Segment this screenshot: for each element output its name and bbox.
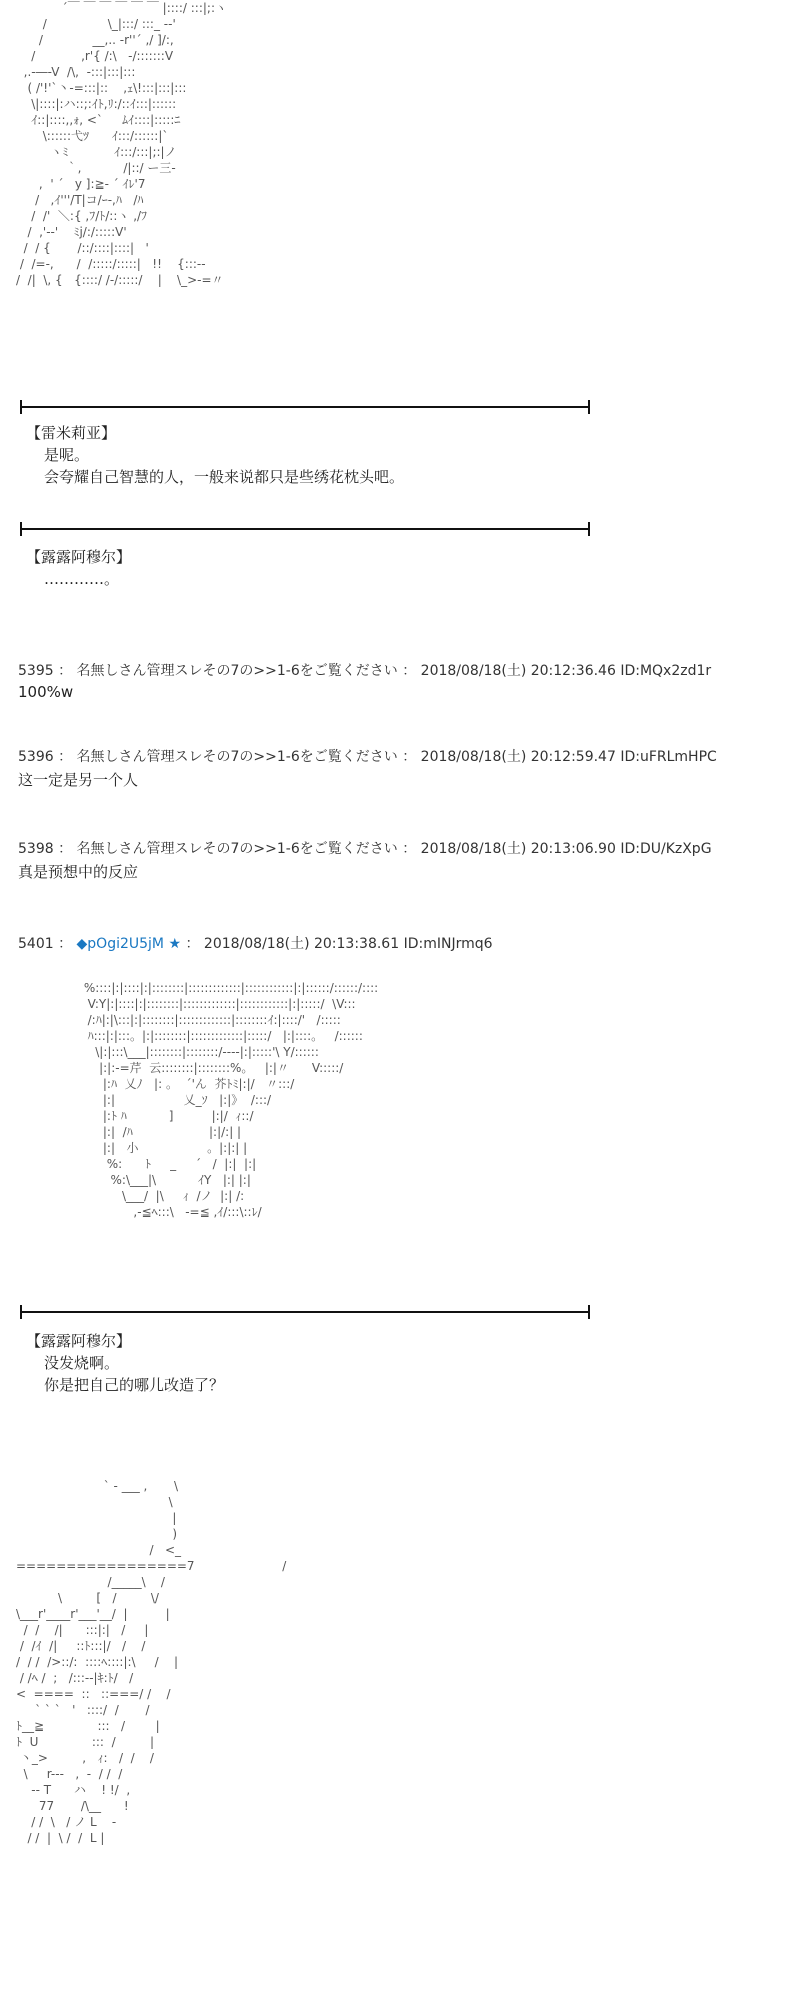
post-header-5396: 5396 ： 名無しさん管理スレその7の>>1-6をご覧ください ： 2018/08/18(土) 20:12:59.47 ID:uFRLmHPC xyxy=(18,749,717,765)
post-number: 5401 ： xyxy=(18,936,77,952)
post-header-5398: 5398 ： 名無しさん管理スレその7の>>1-6をご覧ください ： 2018/08/18(土) 20:13:06.90 ID:DU/KzXpG xyxy=(18,841,712,857)
post-header-5401 xyxy=(18,935,800,953)
dialogue-line: 没发烧啊。 xyxy=(44,1354,120,1372)
speaker-name: 【雷米莉亚】 xyxy=(26,424,117,442)
separator-line xyxy=(20,400,590,414)
speaker-name: 【露露阿穆尔】 xyxy=(26,548,132,566)
post-header-5395: 5395 ： 名無しさん管理スレその7の>>1-6をご覧ください ： 2018/08/18(土) 20:12:36.46 ID:MQx2zd1r xyxy=(18,663,712,679)
speaker-name: 【露露阿穆尔】 xyxy=(26,1332,132,1350)
ascii-art-rurur: %::::|:|::::|:|::::::::|:::::::::::::|::::::::::::|:|::::::/::::::/:::: V:Y|:|::::|:|::::::::|:::::::::::::|::::::::::::|:|:::::/ \V::: /:ﾊ|:|\:::|:|::::::::|:::::::::::::|::::::::ｲ:|::::/' /::::: ﾊ:::|:|:::。|:|::::::::|:::::::::::::|:::::/ |:|::::。 /:::::: \|:|:::\___|::::::::|::::::::/----|:|:::::'\ Y/:::::: |:|:-=芹 云::::::::|::::::::%。 |:|〃 V:::::/ |:ﾊ 乂ﾉ |: 。 ´'ん 芥ﾄﾐ|:|/ 〃:::/ |:| 乂_ｿ |:|》 /:::/ |:ﾄ ﾊ ] |:|/ ｨ::/ |:| /ﾊ |:|/:| | |:| 小 。|:|:| | %: ﾄ _ ´ / |:| |:| %:\___|\ ｲY |:| |:| \___/ |\ ｨ /ノ |:| /: ,-≦ﾍ:::\ -=≦ ,ｲ/:::\::ﾚ/ xyxy=(83,981,379,1219)
dialogue-line: …………。 xyxy=(44,570,120,588)
dialogue-remilia xyxy=(26,422,404,488)
separator-line xyxy=(20,522,590,536)
dialogue-line: 会夸耀自己智慧的人，一般来说都只是些绣花枕头吧。 xyxy=(44,468,405,486)
ascii-art-remilia: ´￣ ￣ ￣ ￣ ￣ ￣ |::::/ :::|;:ヽ / \_|:::/ :::_ -‐' / __,.. -r''´ ,/ ]/:, / ,r'{ /:\ ‐/:::::::V ,.-―‐V /\, ‐:::|:::|::: ( /'!'`丶‐=:::|:: ,ｪ\!:::|:::|::: \|::::|:ハ::;:ｲﾄ,ﾘ:/::ｲ:::|:::::: ｲ::|::::,,ｫ, <` ﾑｲ::::|:::::ﾆ \::::::弋ﾂ ｲ:::/::::::|` ヽﾐ ｲ:::/:::|;:|ノ ｀, /|::/ ー三‐ , ' ´ y ]:≧‐ ´ ｲﾚ'7 / ,ｲ'''/T|コ/ｰ-,ﾊ /ﾊ / /' ＼:{ ,ﾌ/ﾄ/::ヽ ,/ﾌ / ,'‐-' ﾐj/:/:::::V' / / { /::/::::|::::| ' / /=-, / /:::::/:::::| !! {:::-‐ / /| \, { {::::/ /‐/:::::/ | \_>‐=〃 xyxy=(16,1,227,287)
dialogue-rurur-2 xyxy=(26,1330,224,1396)
dialogue-line: 你是把自己的哪儿改造了？ xyxy=(44,1376,225,1394)
ascii-art-character: ` ‐ ___ , \ \ | ) / <_ =================7 / /_____\ / \ [ / \/ \___r'____r'___'__/ | | / / /| :::|:| / | / /ｲ /| ::ﾄ:::|/ / / / / / />::/: ::::ﾍ::::|:\ / | / /ﾍ / ; /:::‐‐|ｷ:ﾄ/ / < ==== :: ::===/ / / ` ` ` ' ::::/ / / ﾄ__≧ ::: / | ﾄ U ::: / | 丶_> , ｨ: / / / \ r--- , ‐ / / / -- T ハ ! !/ , 77 /\__ ! / / \ / ノ L ‐ / / | \ / / L | xyxy=(16,1479,287,1845)
tripcode-link[interactable]: ◆pOgi2U5jM ★ xyxy=(76,936,182,952)
post-body-5395: 100%w xyxy=(18,683,74,701)
post-body-5396: 这一定是另一个人 xyxy=(18,771,139,789)
post-body-5398: 真是预想中的反应 xyxy=(18,863,139,881)
dialogue-rurur xyxy=(26,546,131,590)
dialogue-line: 是呢。 xyxy=(44,446,90,464)
separator-line xyxy=(20,1305,590,1319)
post-meta: ： 2018/08/18(土) 20:13:38.61 ID:mINJrmq6 xyxy=(181,936,493,952)
